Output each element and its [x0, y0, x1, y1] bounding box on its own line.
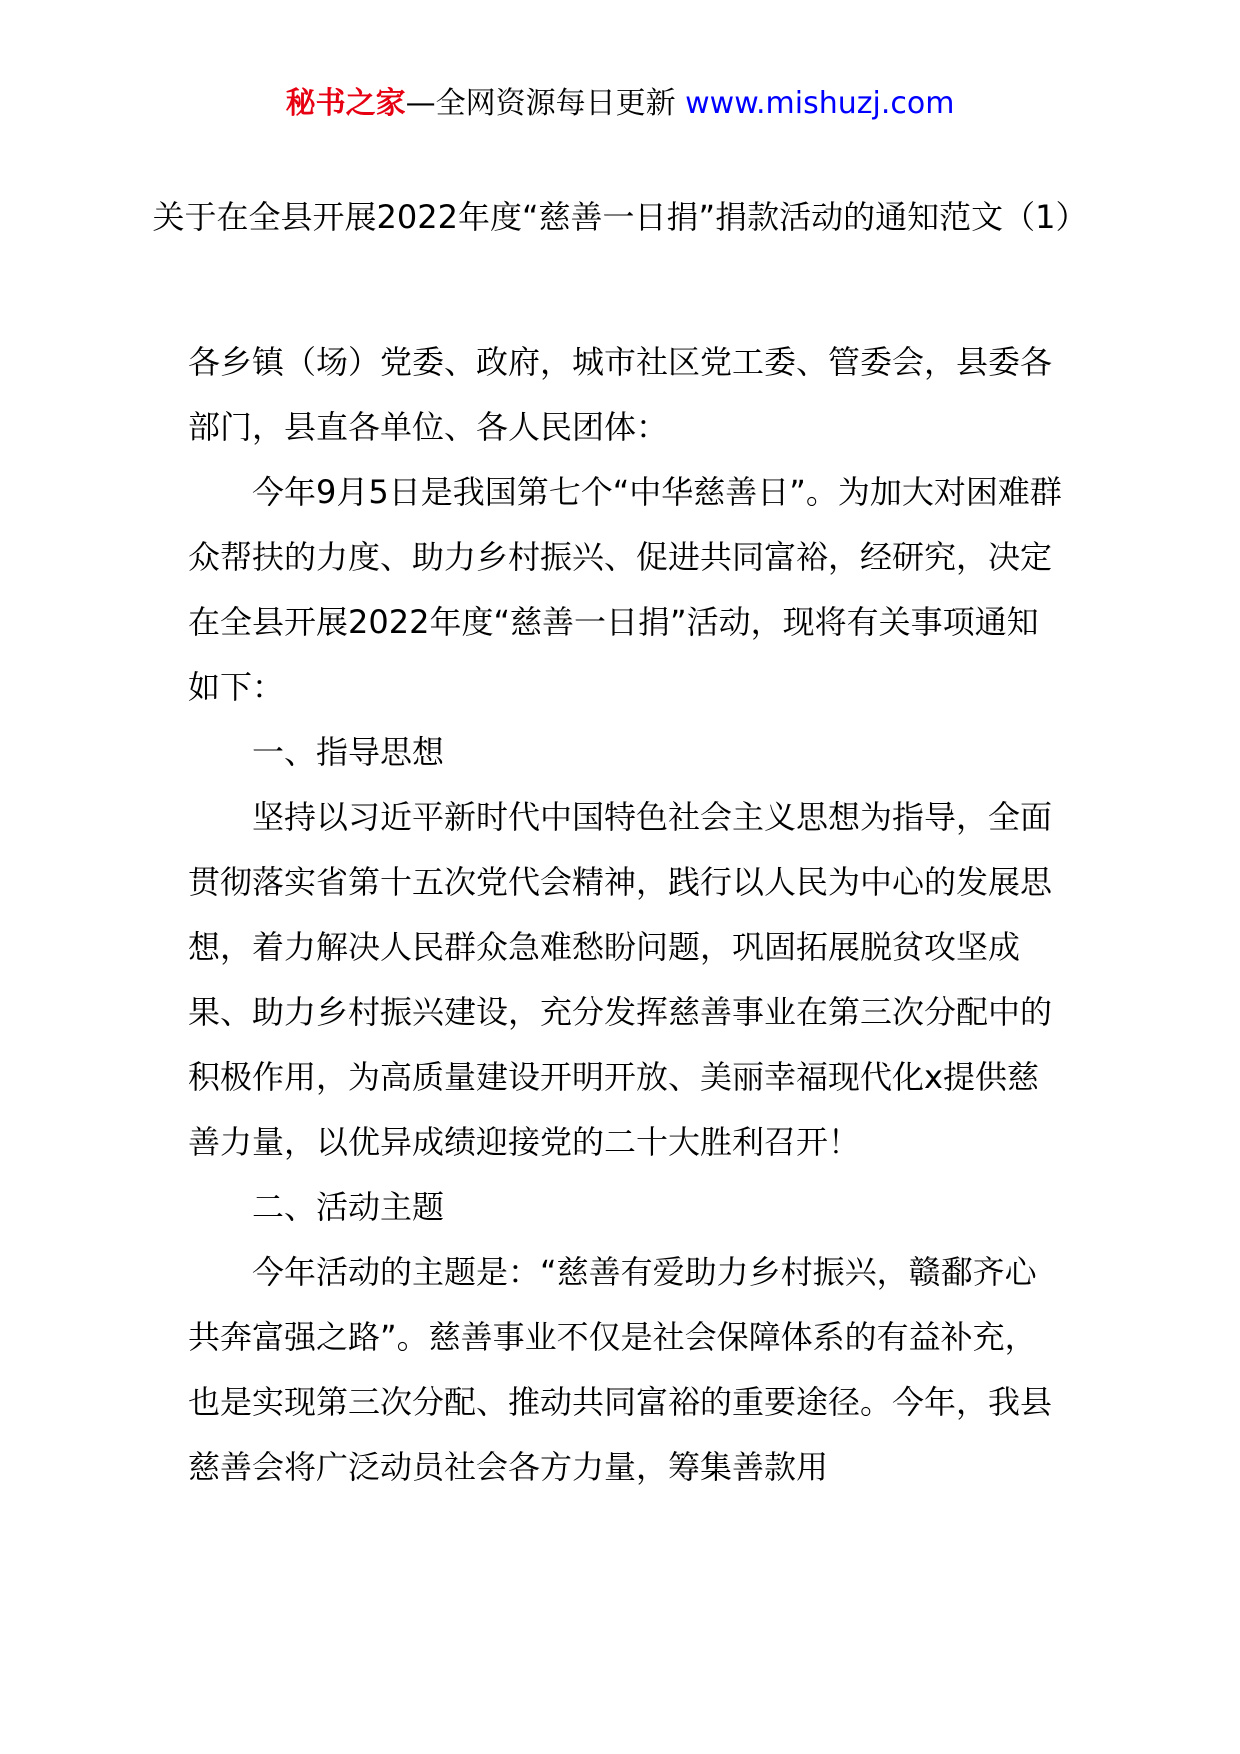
- site-header: [0, 84, 1240, 124]
- site-url-link[interactable]: www.mishuzj.com: [685, 86, 955, 121]
- document-title: 关于在全县开展2022年度“慈善一日捐”捐款活动的通知范文（1）: [152, 198, 1088, 236]
- salutation: 各乡镇（场）党委、政府，城市社区党工委、管委会，县委各部门，县直各单位、各人民团体：: [188, 343, 1053, 446]
- document-body: [188, 330, 1068, 1500]
- section-heading-guiding-ideology: 一、指导思想: [252, 733, 445, 771]
- header-tagline: —全网资源每日更新: [405, 86, 676, 121]
- section-heading-activity-theme: 二、活动主题: [252, 1188, 445, 1226]
- brand-name: 秘书之家: [285, 86, 406, 121]
- paragraph-activity-theme: 今年活动的主题是：“慈善有爱助力乡村振兴，赣鄱齐心共奔富强之路”。慈善事业不仅是社会保障体系的有益补充，也是实现第三次分配、推动共同富裕的重要途径。今年，我县慈善会将广泛动员社会各方力量，筹集善款用: [188, 1253, 1053, 1486]
- paragraph-guiding-ideology: 坚持以习近平新时代中国特色社会主义思想为指导，全面贯彻落实省第十五次党代会精神，践行以人民为中心的发展思想，着力解决人民群众急难愁盼问题，巩固拓展脱贫攻坚成果、助力乡村振兴建设，充分发挥慈善事业在第三次分配中的积极作用，为高质量建设开明开放、美丽幸福现代化x提供慈善力量，以优异成绩迎接党的二十大胜利召开！: [188, 798, 1053, 1161]
- paragraph-intro: 今年9月5日是我国第七个“中华慈善日”。为加大对困难群众帮扶的力度、助力乡村振兴、促进共同富裕，经研究，决定在全县开展2022年度“慈善一日捐”活动，现将有关事项通知如下：: [188, 473, 1062, 706]
